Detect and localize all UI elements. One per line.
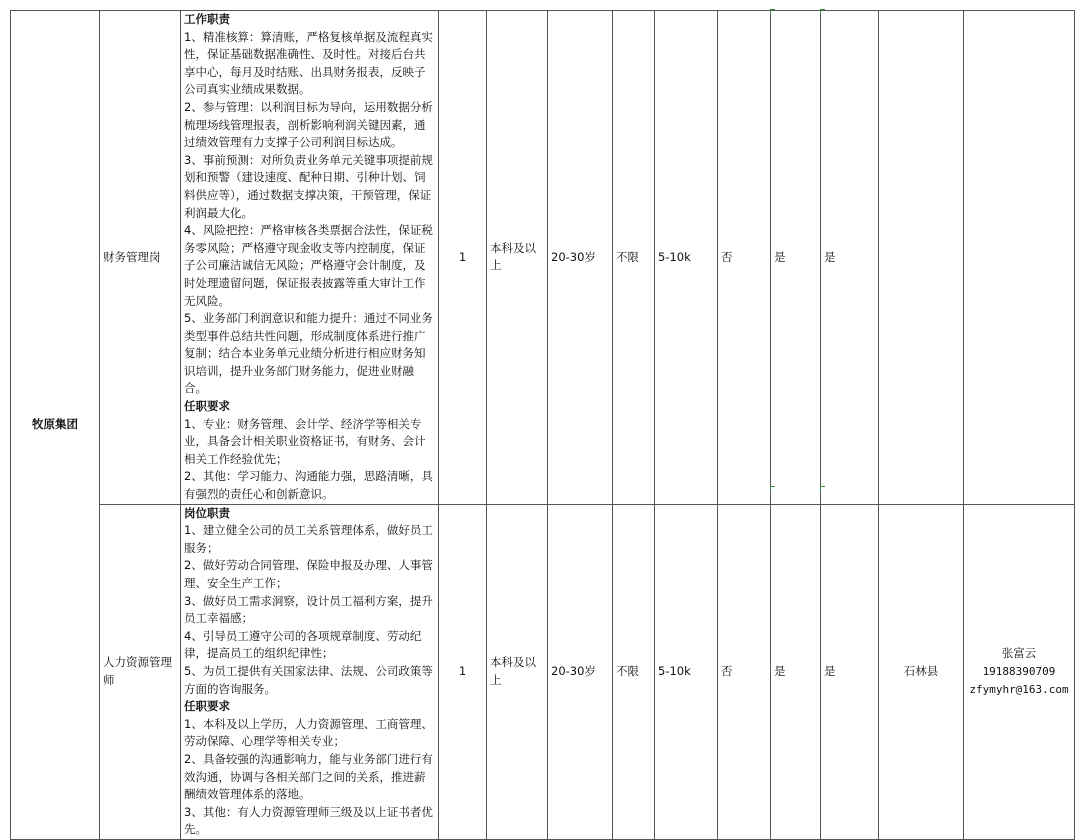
company-cell: 牧原集团 <box>11 11 100 840</box>
salary-cell: 5-10k <box>655 504 718 839</box>
contact-cell <box>964 504 1075 839</box>
position-cell: 人力资源管理师 <box>100 504 181 839</box>
description-line: 3、其他：有人力资源管理师三级及以上证书者优先。 <box>184 804 433 837</box>
location-cell-empty <box>879 11 964 505</box>
description-line: 3、事前预测：对所负责业务单元关键事项提前规划和预警（建设速度、配种日期、引种计划、饲料供应等），通过数据支撑决策，干预管理，保证利润最大化。 <box>184 152 433 220</box>
section-heading: 任职要求 <box>184 399 230 414</box>
section-heading: 工作职责 <box>184 12 230 26</box>
cell-marker-icon <box>820 486 825 491</box>
section-heading: 任职要求 <box>184 699 230 714</box>
position-cell: 财务管理岗 <box>100 11 181 505</box>
col10-cell: 是 <box>821 504 879 839</box>
job-description-cell <box>181 11 439 505</box>
age-cell: 20-30岁 <box>548 11 613 505</box>
col8-cell: 否 <box>718 504 771 839</box>
headcount-cell: 1 <box>439 504 487 839</box>
section-heading: 岗位职责 <box>184 505 230 520</box>
table-row <box>11 504 1075 839</box>
contact-name: 张富云 <box>1001 646 1037 661</box>
headcount-cell: 1 <box>439 11 487 505</box>
description-line: 5、业务部门利润意识和能力提升：通过不同业务类型事件总结共性问题，形成制度体系进行推广复制；结合本业务单元业绩分析进行相应财务知识培训，提升业务部门财务能力，促进业财融合。 <box>184 311 433 396</box>
description-line: 2、具备较强的沟通影响力，能与业务部门进行有效沟通，协调与各相关部门之间的关系，推进薪酬绩效管理体系的落地。 <box>184 751 433 802</box>
description-line: 1、专业：财务管理、会计学、经济学等相关专业，具备会计相关职业资格证书，有财务、会计相关工作经验优先； <box>184 416 426 466</box>
description-line: 5、为员工提供有关国家法律、法规、公司政策等方面的咨询服务。 <box>184 663 433 696</box>
col9-cell: 是 <box>771 504 821 839</box>
location-cell: 石林县 <box>879 504 964 839</box>
table-row <box>11 11 1075 505</box>
education-cell: 本科及以上 <box>487 11 548 505</box>
description-line: 2、参与管理：以利润目标为导向，运用数据分析梳理场线管理报表，剖析影响利润关键因素，通过绩效管理有力支撑子公司利润目标达成。 <box>184 99 433 150</box>
col10-cell: 是 <box>821 11 879 505</box>
cell-marker-icon <box>770 486 775 491</box>
salary-cell: 5-10k <box>655 11 718 505</box>
contact-phone: 19188390709 <box>982 664 1056 678</box>
description-line: 1、建立健全公司的员工关系管理体系，做好员工服务； <box>184 523 433 555</box>
col9-cell: 是 <box>771 11 821 505</box>
description-line: 2、做好劳动合同管理、保险申报及办理、人事管理、安全生产工作； <box>184 558 433 590</box>
cell-marker-icon <box>820 9 825 14</box>
description-line: 4、引导员工遵守公司的各项规章制度、劳动纪律，提高员工的组织纪律性； <box>184 628 422 661</box>
description-line: 1、本科及以上学历，人力资源管理、工商管理、劳动保障、心理学等相关专业； <box>184 716 433 749</box>
col8-cell: 否 <box>718 11 771 505</box>
description-line: 4、风险把控：严格审核各类票据合法性，保证税务零风险；严格遵守现金收支等内控制度，保证子公司廉洁诚信无风险；严格遵守会计制度，及时处理遗留问题，保证报表披露等重大审计工作无风险。 <box>184 223 433 308</box>
education-cell: 本科及以上 <box>487 504 548 839</box>
major-cell: 不限 <box>613 11 655 505</box>
contact-cell-empty <box>964 11 1075 505</box>
major-cell: 不限 <box>613 504 655 839</box>
description-line: 2、其他：学习能力、沟通能力强，思路清晰，具有强烈的责任心和创新意识。 <box>184 469 433 502</box>
job-description-cell <box>181 504 439 839</box>
cell-marker-icon <box>770 9 775 14</box>
contact-email[interactable]: zfymyhr@163.com <box>969 682 1069 696</box>
recruitment-table <box>10 10 1075 840</box>
description-line: 1、精准核算：算清账，严格复核单据及流程真实性，保证基础数据准确性、及时性。对接后台共享中心，每月及时结账、出具财务报表，反映子公司真实业绩成果数据。 <box>184 29 433 97</box>
age-cell: 20-30岁 <box>548 504 613 839</box>
description-line: 3、做好员工需求洞察，设计员工福利方案，提升员工幸福感； <box>184 593 433 626</box>
